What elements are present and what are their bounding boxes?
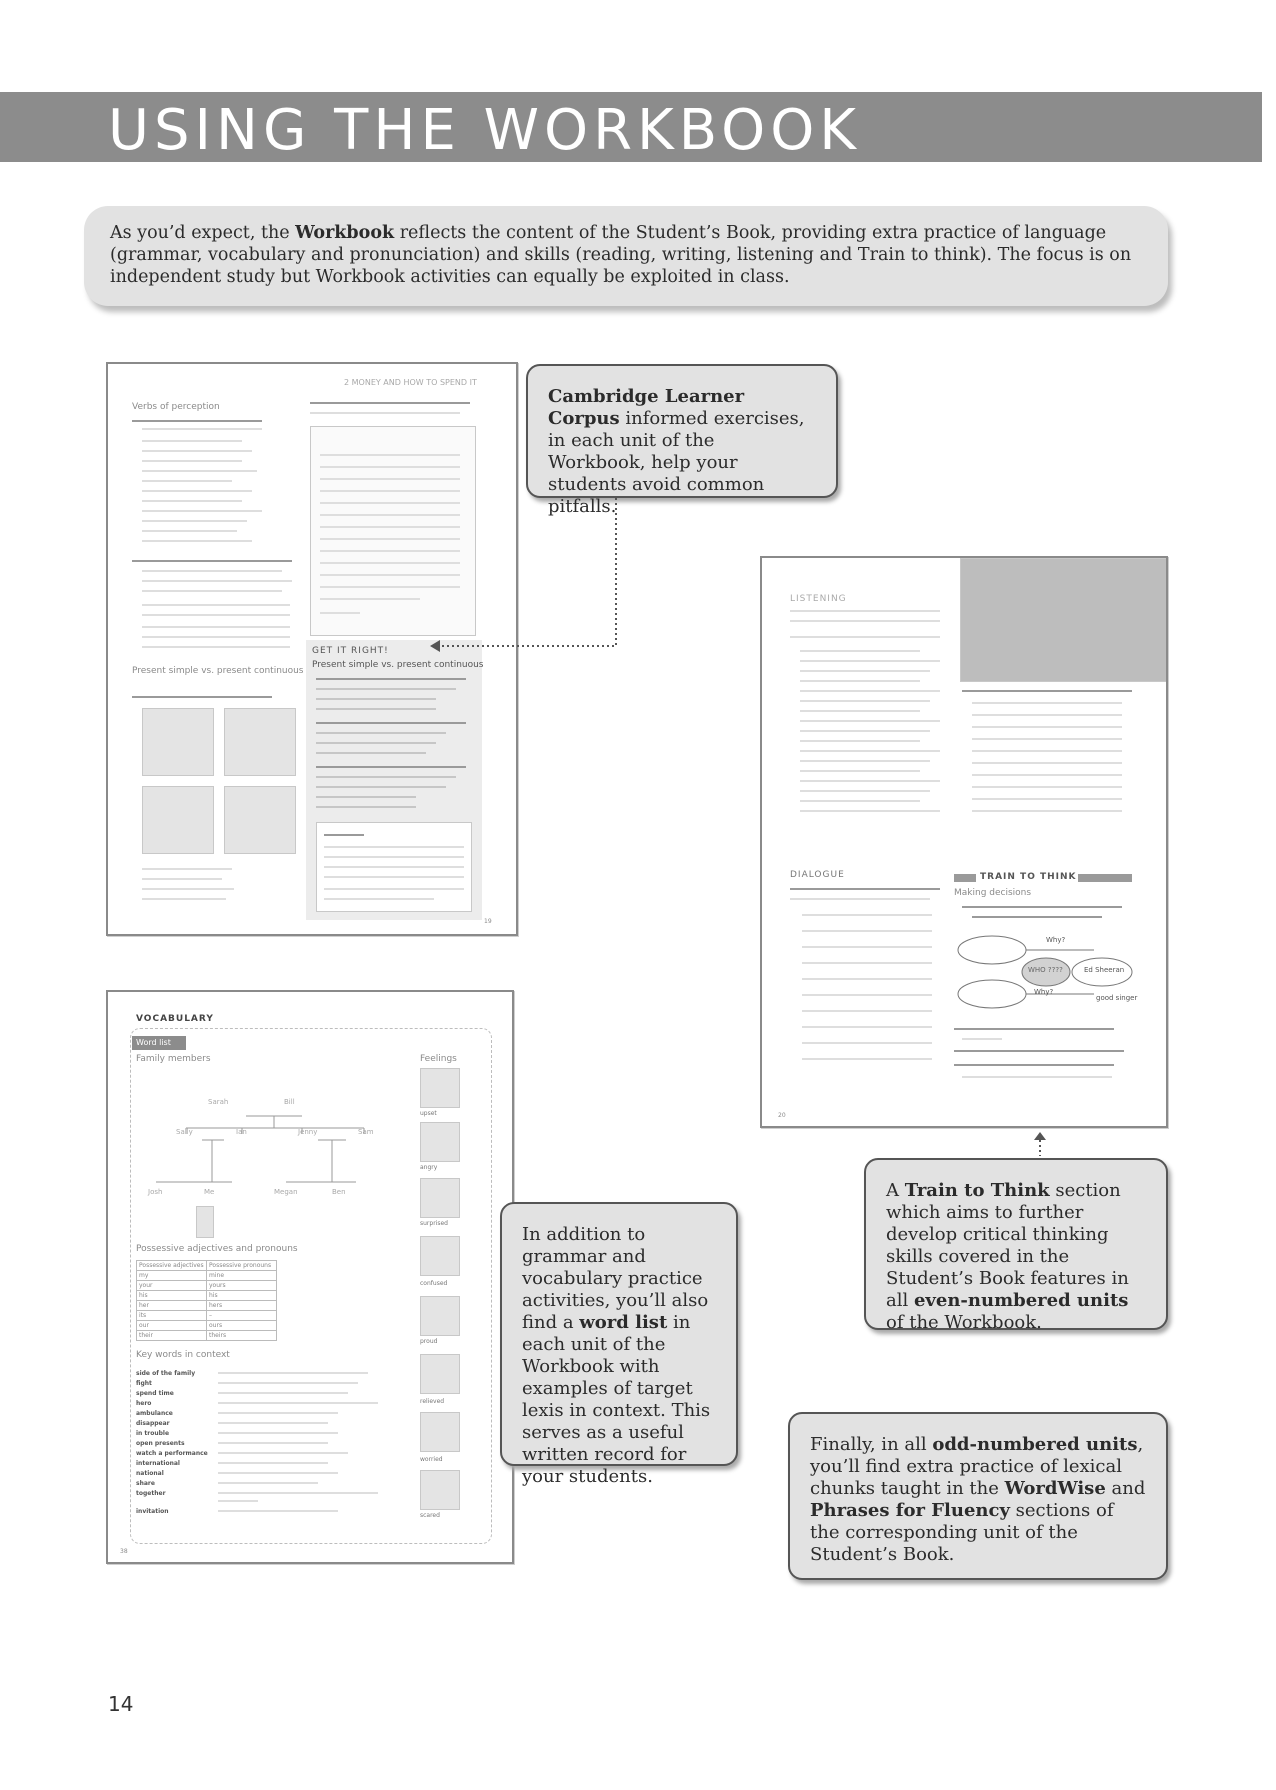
picture [224,786,296,854]
page-title: USING THE WORKBOOK [108,98,862,163]
keyword: invitation [136,1508,169,1515]
callout-wordlist-bold: word list [579,1312,668,1333]
thumb-page-number: 38 [120,1548,128,1555]
feeling-label: confused [420,1280,448,1287]
key-words-heading: Key words in context [136,1350,230,1360]
dialogue-heading: DIALOGUE [790,870,845,880]
feeling-label: angry [420,1164,438,1171]
feeling-illustration [420,1068,460,1108]
callout-odd-bold-3: Phrases for Fluency [810,1500,1010,1521]
mind-map-why-2: Why? [1034,988,1054,996]
callout-odd-bold-2: WordWise [1004,1478,1106,1499]
picture [224,708,296,776]
listening-heading: LISTENING [790,594,847,604]
family-name: Sally [176,1128,193,1136]
possessive-heading: Possessive adjectives and pronouns [136,1244,298,1254]
callout-train-bold-1: Train to Think [904,1180,1050,1201]
callout-odd-text-mid2: and [1105,1478,1146,1499]
family-name: Ian [236,1128,247,1136]
callout-train-text-mid: section which aims to further develop critical thinking skills covered in the Student’s Book features in all [886,1180,1129,1311]
feeling-label: upset [420,1110,437,1117]
intro-text-1: As you’d expect, the [110,223,296,243]
keyword: spend time [136,1390,174,1397]
mind-map-good: good singer [1096,994,1138,1002]
photo [960,558,1168,682]
possessive-table: Possessive adjectives Possessive pronouns my mine your yours his his her hers its – our ours their theirs [136,1260,277,1341]
keyword: disappear [136,1420,170,1427]
callout-odd-bold-1: odd-numbered units [932,1434,1138,1455]
feeling-label: scared [420,1512,440,1519]
thumb-page-number: 19 [484,918,492,925]
picture [142,786,214,854]
family-members-heading: Family members [136,1054,211,1064]
keyword: in trouble [136,1430,170,1437]
keyword: international [136,1460,180,1467]
callout-train-bold-2: even-numbered units [913,1290,1129,1311]
family-name: Josh [148,1188,163,1196]
making-decisions-heading: Making decisions [954,888,1032,898]
keyword: watch a performance [136,1450,208,1457]
callout-odd-units [788,1412,1168,1580]
callout-word-list [500,1202,738,1487]
feeling-illustration [420,1122,460,1162]
intro-text-2: reflects the content of the Student’s Book, providing extra practice of language (grammar, vocabulary and pronunciation) and skills (reading, writing, listening and Train to think). The focus is on independent study but Workbook activities can equally be exploited in class. [110,223,1132,287]
family-name: Sam [358,1128,374,1136]
keyword: open presents [136,1440,185,1447]
callout-train-text-end: of the Workbook. [886,1312,1042,1333]
feeling-label: surprised [420,1220,448,1227]
page-number: 14 [108,1692,134,1716]
keyword: ambulance [136,1410,173,1417]
mind-map-ed: Ed Sheeran [1084,966,1125,974]
family-name: Me [204,1188,215,1196]
word-list-label: Word list [136,1038,171,1047]
feeling-label: worried [420,1456,443,1463]
family-name: Sarah [208,1098,229,1106]
mind-map-why-1: Why? [1046,936,1066,944]
keyword: hero [136,1400,152,1407]
callout-train-text-a: A [886,1180,905,1201]
callout-train-to-think [864,1158,1168,1333]
callout-corpus-text: informed exercises, in each unit of the Workbook, help your students avoid common pitfalls. [548,408,805,517]
feeling-illustration [420,1470,460,1510]
keyword: side of the family [136,1370,196,1377]
thumb-page-number: 20 [778,1112,786,1119]
person-illustration [196,1206,214,1238]
running-head: 2 MONEY AND HOW TO SPEND IT [344,378,477,387]
keyword: national [136,1470,164,1477]
callout-odd-text-end: sections of the corresponding unit of the Student’s Book. [810,1500,1114,1565]
intro-box [84,206,1168,306]
family-name: Megan [274,1188,298,1196]
workbook-page-thumbnail-3 [106,990,514,1564]
feeling-illustration [420,1236,460,1276]
family-tree [136,1082,396,1202]
feeling-illustration [420,1178,460,1218]
mind-map-who: WHO ???? [1028,966,1063,974]
workbook-page-thumbnail-2 [760,556,1168,1128]
callout-corpus-bold: Cambridge Learner Corpus [548,386,745,429]
get-it-right-subheading: Present simple vs. present continuous [312,660,484,670]
feeling-illustration [420,1296,460,1336]
connector-arrow [420,498,620,658]
callout-odd-text-a: Finally, in all [810,1434,933,1455]
vocabulary-heading: VOCABULARY [136,1014,214,1024]
callout-learner-corpus [526,364,838,517]
keyword: together [136,1490,166,1497]
train-to-think-heading: TRAIN TO THINK [980,872,1077,882]
feeling-illustration [420,1354,460,1394]
callout-wordlist-text-end: in each unit of the Workbook with examples of target lexis in context. This serves as a useful written record for your students. [522,1312,711,1487]
callout-wordlist-text-a: In addition to grammar and vocabulary practice activities, you’ll also find a [522,1224,709,1333]
feeling-label: relieved [420,1398,445,1405]
feeling-label: proud [420,1338,438,1345]
keyword: share [136,1480,155,1487]
get-it-right-heading: GET IT RIGHT! [312,646,389,656]
family-name: Jenny [298,1128,318,1136]
family-name: Bill [284,1098,295,1106]
connector-arrow [1030,1128,1050,1158]
callout-odd-text-mid1: , you’ll find extra practice of lexical chunks taught in the [810,1434,1144,1499]
title-banner [0,92,1262,162]
keyword: fight [136,1380,152,1387]
section-heading: Present simple vs. present continuous [132,666,304,676]
section-heading: Verbs of perception [132,402,220,412]
intro-text-bold: Workbook [295,223,395,243]
picture [142,708,214,776]
feelings-heading: Feelings [420,1054,457,1064]
feeling-illustration [420,1412,460,1452]
family-name: Ben [332,1188,346,1196]
